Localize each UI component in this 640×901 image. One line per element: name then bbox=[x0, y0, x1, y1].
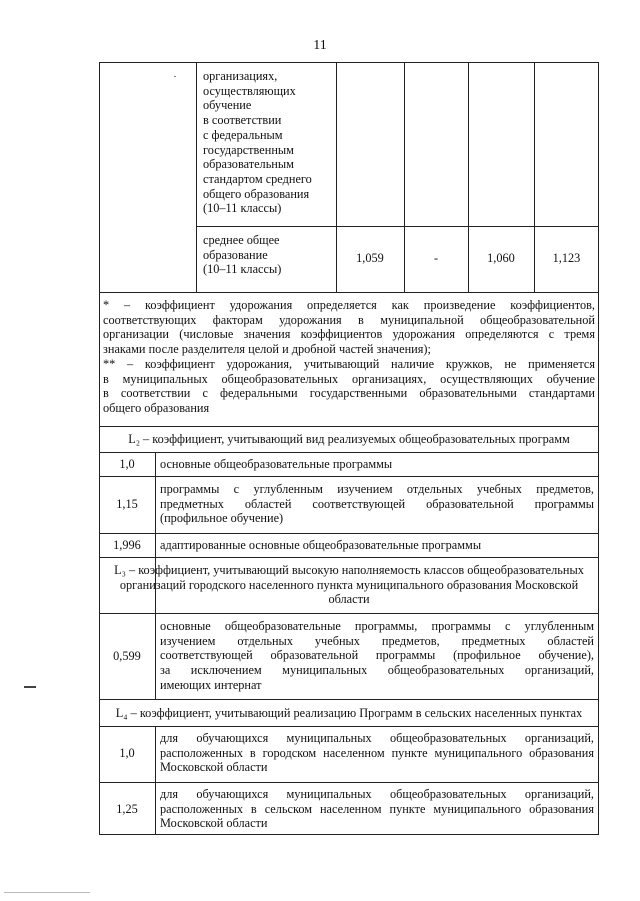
cell-line: стандартом среднего bbox=[203, 171, 312, 186]
margin-mark bbox=[24, 686, 36, 688]
program-cell-row2 bbox=[203, 233, 331, 277]
column-divider bbox=[155, 613, 156, 699]
row-divider bbox=[99, 292, 599, 293]
l4-value: 1,25 bbox=[116, 802, 138, 816]
row-divider bbox=[99, 533, 599, 534]
l2-value: 1,996 bbox=[113, 538, 141, 552]
column-divider bbox=[196, 62, 197, 292]
value-cell: 1,060 bbox=[487, 251, 515, 265]
cell-line: общего образования bbox=[203, 186, 310, 201]
cell-line: изучением отдельных учебных предметов, предметных областей bbox=[160, 633, 594, 648]
footer-line bbox=[4, 892, 90, 893]
l2-description bbox=[160, 538, 594, 553]
cell-line: программы с углубленным изучением отдельных учебных предметов, bbox=[160, 482, 594, 496]
header-line: L₃ – коэффициент, учитывающий высокую наполняемость классов общеобразовательных bbox=[114, 563, 584, 577]
cell-line: (профильное обучение) bbox=[160, 511, 284, 526]
l3-header bbox=[103, 563, 595, 607]
l2-description bbox=[160, 457, 594, 472]
cell-line: основные общеобразовательные программы, программы с углубленным bbox=[160, 619, 594, 633]
row-divider bbox=[99, 476, 599, 477]
row-divider bbox=[99, 452, 599, 453]
value-cell: 1,123 bbox=[552, 251, 581, 265]
l3-description bbox=[160, 619, 594, 693]
column-divider bbox=[155, 726, 156, 835]
l3-value: 0,599 bbox=[113, 649, 141, 663]
footnote-line: ** – коэффициент удорожания, учитывающий наличие кружков, не применяется bbox=[103, 356, 595, 371]
l4-description bbox=[160, 787, 594, 831]
cell-line: организациях, bbox=[203, 69, 278, 83]
l2-header: L₂ – коэффициент, учитывающий вид реализуемых общеобразовательных программ bbox=[128, 432, 570, 446]
row-divider bbox=[99, 782, 599, 783]
cell-line: с федеральным bbox=[203, 127, 283, 142]
cell-line: Московской области bbox=[160, 760, 268, 775]
scan-mark bbox=[174, 76, 176, 77]
cell-line: образование bbox=[203, 247, 268, 262]
row-divider bbox=[99, 699, 599, 700]
cell-line: (10–11 классы) bbox=[203, 201, 282, 216]
cell-line: соответствующей образовательной программы (профильное обучение), bbox=[160, 648, 594, 663]
page-number: 11 bbox=[313, 38, 327, 53]
l4-value: 1,0 bbox=[119, 746, 135, 760]
cell-line: среднее общее bbox=[203, 233, 280, 247]
cell-line: обучение bbox=[203, 98, 252, 113]
footnote-line: в соответствии с федеральными государственными образовательными стандартами bbox=[103, 386, 595, 401]
row-divider bbox=[99, 426, 599, 427]
l2-value: 1,0 bbox=[119, 457, 135, 471]
cell-line: в соответствии bbox=[203, 113, 282, 128]
row-divider bbox=[99, 557, 599, 558]
l2-description bbox=[160, 482, 594, 526]
cell-line: государственным bbox=[203, 142, 294, 157]
header-line: области bbox=[328, 592, 370, 607]
footnotes bbox=[103, 298, 595, 416]
program-cell-row1 bbox=[203, 69, 331, 216]
footnote-line: соответствующих факторам удорожания в муниципальной общеобразовательной bbox=[103, 312, 595, 327]
row-divider bbox=[99, 726, 599, 727]
cell-line: адаптированные основные общеобразовательные программы bbox=[160, 538, 482, 552]
footnote-line: * – коэффициент удорожания определяется как произведение коэффициентов, bbox=[103, 298, 595, 312]
footnote-line: в муниципальных общеобразовательных организациях, осуществляющих обучение bbox=[103, 371, 595, 386]
l4-description bbox=[160, 731, 594, 775]
cell-line: образовательным bbox=[203, 157, 294, 172]
cell-line: для обучающихся муниципальных общеобразовательных организаций, bbox=[160, 731, 594, 745]
row-divider bbox=[196, 226, 599, 227]
cell-line: для обучающихся муниципальных общеобразовательных организаций, bbox=[160, 787, 594, 801]
cell-line: расположенных в городском населенном пункте муниципального образования bbox=[160, 745, 594, 760]
l2-value: 1,15 bbox=[116, 497, 138, 511]
cell-line: предметных областей соответствующей образовательной программы bbox=[160, 496, 594, 511]
row-divider bbox=[99, 613, 599, 614]
cell-line: основные общеобразовательные программы bbox=[160, 457, 393, 471]
l4-header: L₄ – коэффициент, учитывающий реализацию Программ в сельских населенных пунктах bbox=[115, 706, 583, 720]
cell-line: осуществляющих bbox=[203, 83, 296, 98]
cell-line: за исключением муниципальных общеобразовательных организаций, bbox=[160, 663, 594, 678]
cell-line: расположенных в сельском населенном пункте муниципального образования bbox=[160, 801, 594, 816]
header-line: организаций городского населенного пункта муниципального образования Московской bbox=[119, 577, 579, 592]
footnote-line: общего образования bbox=[103, 400, 210, 415]
footnote-line: знаками после разделителя целой и дробной частей значения); bbox=[103, 342, 431, 357]
cell-line: имеющих интернат bbox=[160, 677, 262, 692]
value-cell: - bbox=[433, 251, 439, 265]
cell-line: Московской области bbox=[160, 816, 268, 831]
footnote-line: организации (числовые значения коэффициентов удорожания определяются с тремя bbox=[103, 327, 595, 342]
value-cell: 1,059 bbox=[356, 251, 384, 265]
cell-line: (10–11 классы) bbox=[203, 262, 282, 277]
